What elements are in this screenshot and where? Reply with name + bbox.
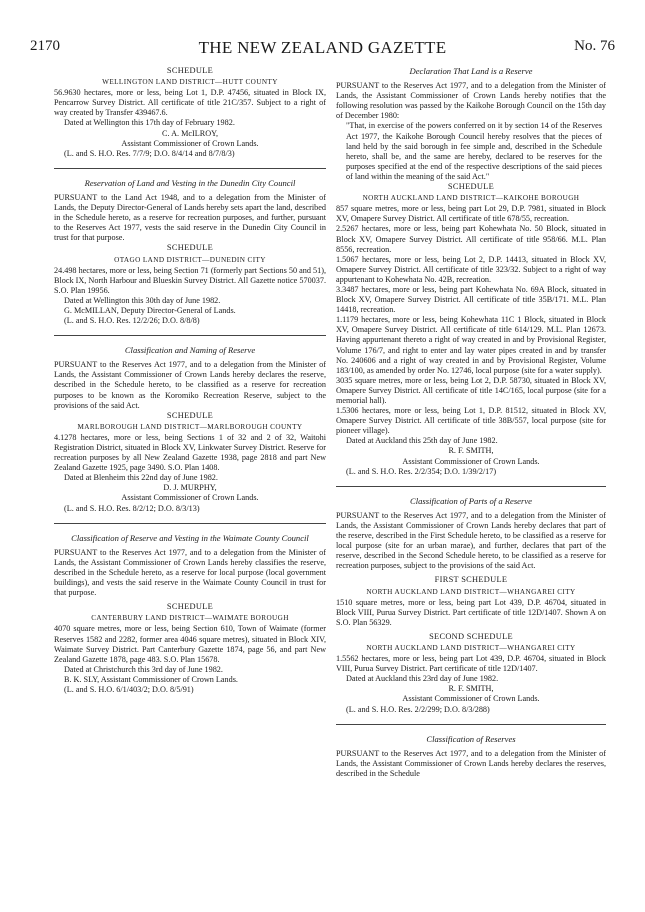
notice-title: Classification of Parts of a Reserve <box>410 495 532 506</box>
dated-line: Dated at Blenheim this 22nd day of June 1982. <box>64 473 218 483</box>
schedule-body: 1.5562 hectares, more or less, being part Lot 439, D.P. 46704, situated in Block VIII, Purua Survey District. Part certificate of title 12D/1407. <box>336 654 606 674</box>
schedule-heading: SCHEDULE <box>166 602 214 612</box>
district-heading: OTAGO LAND DISTRICT—DUNEDIN CITY <box>114 255 266 264</box>
dated-line: Dated at Wellington this 30th day of June 1982. <box>64 295 221 305</box>
notice-hutt-county <box>54 66 326 159</box>
divider <box>54 168 326 169</box>
reference-line: (L. and S. H.O. Res. 2/2/354; D.O. 1/39/2/17) <box>346 466 497 476</box>
divider <box>336 724 606 725</box>
reference-line: (L. and S. H.O. 6/1/403/2; D.O. 8/5/91) <box>64 684 194 694</box>
issue-number: No. 76 <box>574 38 615 54</box>
district-heading: MARLBOROUGH LAND DISTRICT—MARLBOROUGH COUNTY <box>77 422 303 431</box>
dated-line: Dated at Auckland this 25th day of June 1982. <box>346 436 498 446</box>
list-item: 3.3487 hectares, more or less, being part Kohewhata No. 69A Block, situated in Block XV, Omapere Survey District. All certificate of title 35B/171. M.L. Plan 14418, recreation. <box>336 284 606 315</box>
reference-line: (L. and S. H.O. Res. 2/2/299; D.O. 8/3/288) <box>346 704 490 714</box>
schedule-heading: SCHEDULE <box>166 243 214 253</box>
divider <box>54 335 326 336</box>
notice-classification-reserves <box>336 734 606 779</box>
district-heading: NORTH AUCKLAND LAND DISTRICT—KAIKOHE BOROUGH <box>362 194 580 203</box>
divider <box>54 523 326 524</box>
dated-line: Dated at Wellington this 17th day of February 1982. <box>64 118 235 128</box>
list-item: 2.5267 hectares, more or less, being part Kohewhata No. 50 Block, situated in Block XV, Omapere Survey District. All certificate of title 958/66. M.L. Plan 8556, recreation. <box>336 224 606 254</box>
notice-body: PURSUANT to the Reserves Act 1977, and to a delegation from the Minister of Lands, the Assistant Commissioner of Crown Lands hereby declares the reserve, described in the Schedule hereto, to be classified as a reserve for recreation purposes to be known as the Koromiko Recreation Reserve, subject to the provisions of the said Act. <box>54 360 326 410</box>
signer-role: Assistant Commissioner of Crown Lands. <box>121 138 259 148</box>
schedule-heading: SCHEDULE <box>166 410 214 420</box>
notice-koromiko <box>54 345 326 514</box>
notice-title: Reservation of Land and Vesting in the Dunedin City Council <box>84 177 296 188</box>
signer-name: G. McMILLAN, Deputy Director-General of Lands. <box>64 305 236 315</box>
list-item: 1.5067 hectares, more or less, being Lot 2, D.P. 14413, situated in Block XV, Omapere Survey District. All certificate of title 323/32. Subject to a right of way appurtenant to Kohewhata No. 42B, recreation. <box>336 254 606 284</box>
district-heading: NORTH AUCKLAND LAND DISTRICT—WHANGAREI CITY <box>366 643 576 652</box>
schedule-body: 4.1278 hectares, more or less, being Sections 1 of 32 and 2 of 32, Waitohi Registration District, situated in Block XV, Linkwater Survey District. Reserve for recreation purposes by all New Zealand Gazette 1938, page 2818 and part New Zealand Gazette 1925, page 3490. S.O. Plan 1408. <box>54 432 326 473</box>
second-schedule-heading: SECOND SCHEDULE <box>429 631 513 641</box>
lead-word: PURSUANT <box>54 360 98 370</box>
schedule-body: 56.9630 hectares, more or less, being Lot 1, D.P. 47456, situated in Block IX, Pencarrow Survey District. All certificate of title 21C/357. Subject to a right of way created by Transfer 439467.6. <box>54 88 326 118</box>
notice-whangarei <box>336 496 606 715</box>
notice-body: PURSUANT to the Land Act 1948, and to a delegation from the Minister of Lands, the Deputy Director-General of Lands hereby sets apart the land, described in the Schedule hereto, as a reserve for recreation purposes, and further, pursuant to the Reserves Act 1977, vests the said reserve in the Dunedin City Council in trust for that purpose. <box>54 192 326 243</box>
notice-body: PURSUANT to the Reserves Act 1977, and to a delegation from the Minister of Lands, the Assistant Commissioner of Crown Lands hereby declares the reserves, described in the Schedule <box>336 748 606 778</box>
signer-name: R. F. SMITH, <box>448 446 494 456</box>
schedule-heading: SCHEDULE <box>447 182 495 192</box>
reference-line: (L. and S. H.O. Res. 7/7/9; D.O. 8/4/14 and 8/7/8/3) <box>64 148 235 158</box>
lead-word: PURSUANT <box>54 547 98 557</box>
dated-line: Dated at Auckland this 23rd day of June 1982. <box>346 674 499 684</box>
signer-name: D. J. MURPHY, <box>163 483 217 493</box>
dated-line: Dated at Christchurch this 3rd day of June 1982. <box>64 664 223 674</box>
notice-title: Classification and Naming of Reserve <box>124 345 256 356</box>
signer-role: Assistant Commissioner of Crown Lands. <box>402 694 540 704</box>
signer-role: Assistant Commissioner of Crown Lands. <box>121 493 259 503</box>
lead-word: PURSUANT <box>336 81 380 91</box>
schedule-items <box>336 204 606 436</box>
list-item: 1.1179 hectares, more or less, being Kohewhata 11C 1 Block, situated in Block XV, Omapere Survey District. All certificate of title 614/129. M.L. Plan 12673. Having appurtenant thereto a right of way created in and by Provisional Register, Volume 176/7, and right to enter and lay water pipes created in and by transfer No. 240606 and a right of way created in and by Provisional Register, Volume 183/100, as amended by order No. 12746, local purpose (site for a water supply). <box>336 315 606 375</box>
gazette-title: THE NEW ZEALAND GAZETTE <box>198 38 447 57</box>
right-column <box>336 66 606 779</box>
district-heading: CANTERBURY LAND DISTRICT—WAIMATE BOROUGH <box>91 614 289 623</box>
lead-word: PURSUANT <box>336 510 380 520</box>
notice-title: Classification of Reserves <box>426 733 516 744</box>
notice-title: Classification of Reserve and Vesting in the Waimate County Council <box>71 532 309 543</box>
list-item: 1.5306 hectares, more or less, being Lot 1, D.P. 81512, situated in Block XV, Omapere Survey District. All certificate of title 38B/557, local purpose (site for pioneer village). <box>336 406 606 436</box>
lead-word: PURSUANT <box>336 748 380 758</box>
list-item: 3035 square metres, more or less, being Lot 2, D.P. 58730, situated in Block XV, Omapere Survey District. All certificate of title 14C/165, local purpose (site for a memorial hall). <box>336 375 606 405</box>
reference-line: (L. and S. H.O. Res. 12/2/26; D.O. 8/8/8) <box>64 316 200 326</box>
district-heading: WELLINGTON LAND DISTRICT—HUTT COUNTY <box>102 78 278 87</box>
lead-word: PURSUANT <box>54 192 98 202</box>
schedule-body: 1510 square metres, more or less, being part Lot 439, D.P. 46704, situated in Block VIII, Purua Survey District. Part certificate of title 12D/1407. Shown A on S.O. Plan 56329. <box>336 597 606 627</box>
schedule-body: 4070 square metres, more or less, being Section 610, Town of Waimate (former Reserves 1582 and 2282, former area 4046 square metres), situated in Block XIV, Waimate Survey District. Part Canterbury Gazette 1874, page 56, and part New Zealand Gazette 1878, page 483. S.O. Plan 15678. <box>54 624 326 664</box>
schedule-body: 24.498 hectares, more or less, being Section 71 (formerly part Sections 50 and 51), Block IX, North Harbour and Blueskin Survey District. All Gazette notice 570037. S.O. Plan 19956. <box>54 265 326 295</box>
left-column <box>54 66 326 695</box>
resolution-quote: "That, in exercise of the powers conferred on it by section 14 of the Reserves Act 1977, the Kaikohe Borough Council hereby resolves that the pieces of land held by the said borough in fee simple and, described in the Schedule hereto, shall be, and the same are hereby, declared to be reserves for the purposes specified at the end of the respective descriptions of the said pieces of land within the meaning of the said Act." <box>346 121 602 181</box>
signer-name: C. A. McILROY, <box>161 128 219 138</box>
signer-name: R. F. SMITH, <box>448 684 494 694</box>
reference-line: (L. and S. H.O. Res. 8/2/12; D.O. 8/3/13) <box>64 503 200 513</box>
schedule-heading: SCHEDULE <box>166 66 214 75</box>
notice-body: PURSUANT to the Reserves Act 1977, and to a delegation from the Minister of Lands, the Assistant Commissioner of Crown Lands hereby notifies that the following resolution was passed by the Kaikohe Borough Council on the 15th day of December 1980: <box>336 81 606 121</box>
page-header <box>30 38 615 60</box>
first-schedule-heading: FIRST SCHEDULE <box>434 575 508 585</box>
signer-name: B. K. SLY, Assistant Commissioner of Crown Lands. <box>64 674 238 684</box>
page-number: 2170 <box>30 38 60 54</box>
district-heading: NORTH AUCKLAND LAND DISTRICT—WHANGAREI CITY <box>366 587 576 596</box>
divider <box>336 486 606 487</box>
list-item: 857 square metres, more or less, being part Lot 29, D.P. 7981, situated in Block XV, Omapere Survey District. All certificate of title 678/55, recreation. <box>336 204 606 224</box>
notice-body: PURSUANT to the Reserves Act 1977, and to a delegation from the Minister of Lands, the Assistant Commissioner of Crown Lands hereby declares that part of the reserve, described in the First Schedule hereto, to be classified as a reserve for local purpose (site for an urban marae), and further, declares that part of the reserve, described in the Second Schedule hereto, to be classified as a reserve for recreation purposes, subject to the provisions of the said Act. <box>336 510 606 571</box>
notice-title: Declaration That Land is a Reserve <box>409 66 533 76</box>
notice-body: PURSUANT to the Reserves Act 1977, and to a delegation from the Minister of Lands, the Assistant Commissioner of Crown Lands hereby classifies the reserve, described in the Schedule hereto, as a reserve for local purpose (local government buildings), and vests the said reserve in the Waimate County Council in trust for that purpose. <box>54 547 326 598</box>
notice-dunedin <box>54 178 326 326</box>
notice-waimate <box>54 533 326 695</box>
signer-role: Assistant Commissioner of Crown Lands. <box>402 456 540 466</box>
notice-kaikohe <box>336 66 606 477</box>
